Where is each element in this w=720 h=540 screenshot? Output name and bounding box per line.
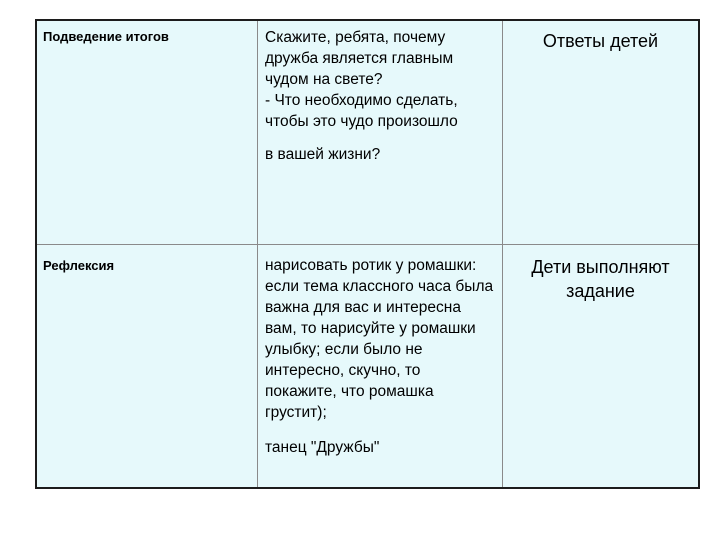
teacher-instruction: танец "Дружбы" bbox=[265, 439, 380, 456]
children-cell-summary bbox=[503, 21, 698, 244]
teacher-question: в вашей жизни? bbox=[265, 146, 381, 163]
teacher-instruction: нарисовать ротик у ромашки: если тема классного часа была важна для вас и интересна вам, то нарисуйте у ромашки улыбку; если было не интересно, скучно, то покажите, что ромашка грустит); bbox=[265, 257, 494, 421]
children-activity: Дети выполняют задание bbox=[531, 257, 670, 301]
stage-label: Рефлексия bbox=[43, 258, 115, 273]
teacher-cell-reflection bbox=[258, 245, 502, 487]
lesson-plan-table bbox=[35, 19, 700, 489]
children-activity: Ответы детей bbox=[542, 31, 659, 51]
stage-cell-summary bbox=[37, 21, 257, 244]
teacher-question: - Что необходимо сделать, чтобы это чудо произошло bbox=[265, 92, 458, 130]
teacher-question: Скажите, ребята, почему дружба является главным чудом на свете? bbox=[265, 29, 454, 88]
teacher-cell-summary bbox=[258, 21, 502, 244]
stage-label: Подведение итогов bbox=[43, 29, 169, 44]
children-cell-reflection bbox=[503, 245, 698, 487]
stage-cell-reflection bbox=[37, 245, 257, 487]
